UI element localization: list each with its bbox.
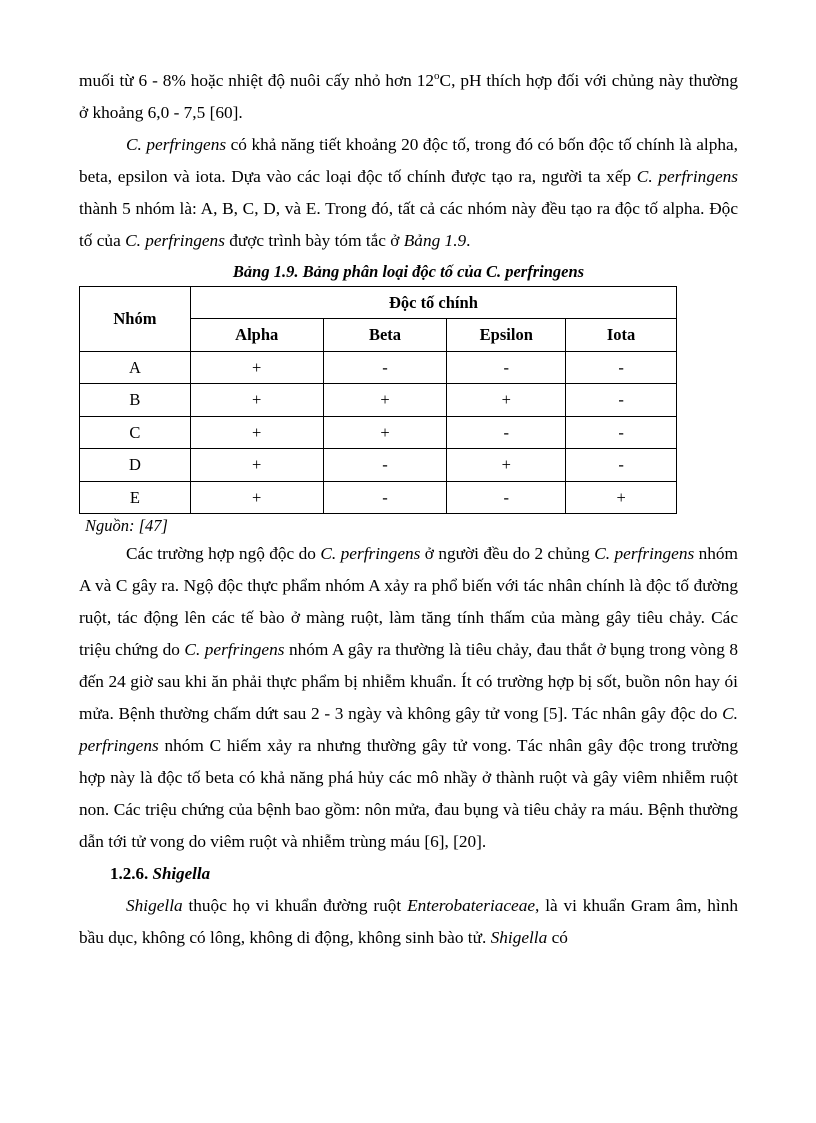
cell-epsilon: -	[447, 481, 566, 514]
section-number: 1.2.6.	[110, 864, 153, 884]
text: có khả năng tiết khoảng 20 độc tố, trong đó có bốn độc tố chính là alpha, beta, epsilon và iota. Dựa vào các loại độc tố chính được tạo ra, người ta xếp	[79, 134, 738, 186]
cell-beta: -	[323, 351, 447, 384]
cell-alpha: +	[190, 416, 323, 449]
species-name: C. perfringens	[636, 166, 738, 186]
cell-alpha: +	[190, 481, 323, 514]
species-name: C. perfringens	[125, 230, 225, 250]
genus-name: Shigella	[126, 896, 183, 916]
section-heading	[110, 858, 738, 890]
text: ở người đều do 2 chủng	[420, 544, 595, 564]
cell-iota: -	[566, 351, 677, 384]
table-header-row	[80, 286, 677, 319]
header-main-toxins: Độc tố chính	[190, 286, 676, 319]
cell-epsilon: -	[447, 351, 566, 384]
cell-group: B	[80, 384, 191, 417]
paragraph-1	[79, 60, 738, 129]
cell-iota: +	[566, 481, 677, 514]
species-name: C. perfringens	[126, 134, 227, 154]
text: nhóm C hiếm xảy ra nhưng thường gây tử vong. Tác nhân gây độc trong trường hợp này là độc tố beta có khả năng phá hủy các mô nhầy ở thành ruột và gây viêm nhiễm ruột non. Các triệu chứng của bệnh bao gồm: nôn mửa, đau bụng và tiêu chảy ra máu. Bệnh thường dẫn tới tử vong do viêm ruột và nhiễm trùng máu [6], [20].	[79, 736, 738, 852]
text: , là vi khuẩn Gram âm, hình bầu dục, không có lông, không di động, không sinh bào tử.	[79, 896, 738, 948]
text: Các trường hợp ngộ độc do	[126, 544, 321, 564]
paragraph-2	[79, 129, 738, 257]
table-reference: Bảng 1.9	[403, 230, 467, 250]
family-name: Enterobateriaceae	[407, 896, 536, 916]
cell-beta: -	[323, 449, 447, 482]
cell-epsilon: +	[447, 449, 566, 482]
text: muối từ 6 - 8% hoặc nhiệt độ nuôi cấy nhỏ hơn 12	[79, 70, 435, 90]
superscript-degree: o	[434, 70, 440, 82]
table-row	[80, 449, 677, 482]
table-row	[80, 481, 677, 514]
header-epsilon: Epsilon	[447, 319, 566, 352]
cell-group: E	[80, 481, 191, 514]
text: thành 5 nhóm là: A, B, C, D, và E. Trong đó, tất cả các nhóm này đều tạo ra độc tố alpha. Độc tố của	[79, 198, 738, 250]
text: được trình bày tóm tắc ở	[224, 230, 404, 250]
header-beta: Beta	[323, 319, 447, 352]
cell-alpha: +	[190, 384, 323, 417]
table-row	[80, 416, 677, 449]
cell-group: A	[80, 351, 191, 384]
text: .	[466, 230, 471, 250]
species-name: C. perfringens	[594, 544, 695, 564]
species-name: C. perfringens	[320, 544, 421, 564]
species-name: C. perfringens	[79, 704, 738, 756]
cell-group: C	[80, 416, 191, 449]
table-row	[80, 351, 677, 384]
cell-beta: -	[323, 481, 447, 514]
cell-iota: -	[566, 384, 677, 417]
cell-epsilon: +	[447, 384, 566, 417]
header-group: Nhóm	[80, 286, 191, 351]
section-title: Shigella	[152, 864, 211, 884]
text: có	[547, 928, 568, 948]
cell-epsilon: -	[447, 416, 566, 449]
text: C, pH thích hợp đối với chủng này thường ở khoảng 6,0 - 7,5 [60].	[79, 70, 738, 122]
table-row	[80, 384, 677, 417]
table-caption: Bảng 1.9. Bảng phân loại độc tố của C. perfringens	[232, 261, 585, 281]
species-name: C. perfringens	[184, 640, 285, 660]
cell-iota: -	[566, 449, 677, 482]
text: thuộc họ vi khuẩn đường ruột	[182, 896, 408, 916]
cell-alpha: +	[190, 351, 323, 384]
cell-iota: -	[566, 416, 677, 449]
text: nhóm A và C gây ra. Ngộ độc thực phẩm nhóm A xảy ra phổ biến với tác nhân chính là độc tố đường ruột, tác động lên các tế bào ở màng ruột, làm tăng tính thấm của màng gây tiêu chảy. Các triệu chứng do	[79, 544, 738, 660]
table-source: Nguồn: [47]	[85, 516, 168, 536]
paragraph-4	[79, 890, 738, 954]
toxin-table	[79, 286, 677, 515]
paragraph-3	[79, 538, 738, 858]
cell-beta: +	[323, 416, 447, 449]
document-page	[79, 60, 738, 954]
cell-group: D	[80, 449, 191, 482]
header-alpha: Alpha	[190, 319, 323, 352]
text: nhóm A gây ra thường là tiêu chảy, đau thắt ở bụng trong vòng 8 đến 24 giờ sau khi ăn phải thực phẩm bị nhiễm khuẩn. Ít có trường hợp bị sốt, buồn nôn hay ói mửa. Bệnh thường chấm dứt sau 2 - 3 ngày và không gây tử vong [5]. Tác nhân gây độc do	[79, 640, 738, 724]
header-iota: Iota	[566, 319, 677, 352]
genus-name: Shigella	[490, 928, 548, 948]
cell-alpha: +	[190, 449, 323, 482]
cell-beta: +	[323, 384, 447, 417]
